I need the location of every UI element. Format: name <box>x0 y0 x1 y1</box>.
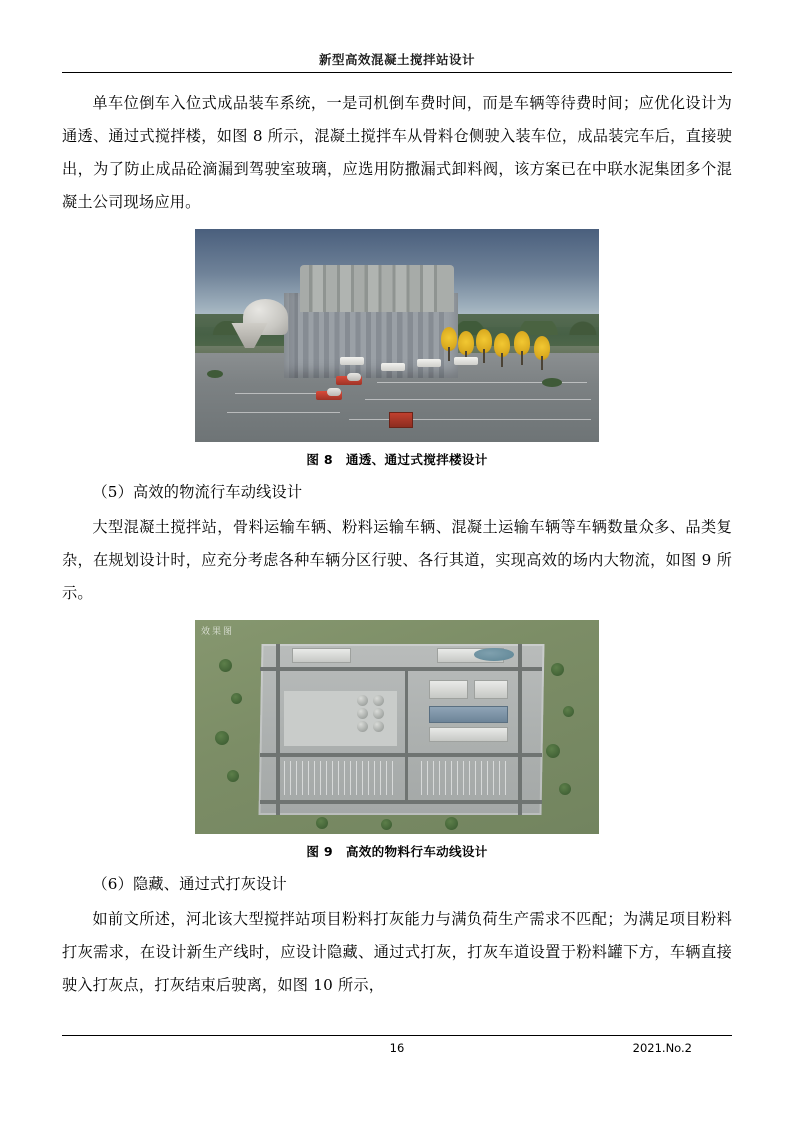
plant-building <box>429 680 467 699</box>
office-building <box>429 706 508 723</box>
truck-parking-stripes <box>284 761 397 795</box>
white-truck <box>417 359 441 367</box>
autumn-tree <box>534 336 550 370</box>
lot-marking <box>227 412 340 413</box>
cement-silo <box>357 721 368 732</box>
autumn-tree <box>514 331 530 365</box>
autumn-tree <box>441 327 457 361</box>
internal-road <box>276 644 280 815</box>
tree <box>551 663 564 676</box>
tree <box>316 817 328 829</box>
plant-building <box>429 727 508 742</box>
cement-silo <box>373 708 384 719</box>
paragraph-2-heading: （5）高效的物流行车动线设计 <box>92 483 303 501</box>
batching-plant-rendering <box>195 229 599 442</box>
image-watermark: 效果图 <box>201 627 235 637</box>
site-sign <box>389 412 413 428</box>
internal-road <box>260 753 543 757</box>
white-truck <box>340 357 364 365</box>
figure-9 <box>62 620 732 860</box>
white-truck <box>454 357 478 365</box>
concrete-mixer-truck <box>316 391 342 400</box>
plant-building <box>474 680 508 699</box>
cement-silo <box>373 695 384 706</box>
tree <box>563 706 574 717</box>
cement-silo <box>373 721 384 732</box>
tree <box>381 819 392 830</box>
autumn-tree <box>476 329 492 363</box>
running-header: 新型高效混凝土搅拌站设计 <box>318 52 475 67</box>
paragraph-4-heading: （6）隐藏、通过式打灰设计 <box>92 875 287 893</box>
issue-label: 2021.No.2 <box>632 1041 692 1055</box>
paragraph-3: 大型混凝土搅拌站，骨料运输车辆、粉料运输车辆、混凝土运输车辆等车辆数量众多、品类复杂，在规划设计时，应充分考虑各种车辆分区行驶、各行其道，实现高效的场内大物流，如图 9 所示。 <box>62 518 732 602</box>
tree <box>219 659 232 672</box>
figure-8 <box>62 229 732 468</box>
page-number: 16 <box>389 1041 405 1055</box>
cement-silo <box>357 695 368 706</box>
page-content <box>62 50 732 1004</box>
header-divider <box>62 72 732 73</box>
tree <box>559 783 571 795</box>
lot-marking <box>365 399 591 400</box>
shrub <box>207 370 223 378</box>
footer-row <box>62 1041 732 1061</box>
water-pond <box>474 648 514 661</box>
concrete-mixer-truck <box>336 376 362 385</box>
internal-road <box>518 644 522 815</box>
internal-road <box>260 667 543 671</box>
figure-9-caption: 图 9 高效的物料行车动线设计 <box>306 844 488 859</box>
internal-road <box>405 667 408 800</box>
footer-divider <box>62 1035 732 1036</box>
page-footer <box>62 1035 732 1061</box>
gatehouse-building <box>292 648 351 663</box>
site-masterplan-aerial <box>195 620 599 834</box>
paragraph-5: 如前文所述，河北该大型搅拌站项目粉料打灰能力与满负荷生产需求不匹配；为满足项目粉料打灰需求，在设计新生产线时，应设计隐藏、通过式打灰，打灰车道设置于粉料罐下方，车辆直接驶入打灰点，打灰结束后驶离，如图 10 所示， <box>62 910 732 994</box>
paragraph-1: 单车位倒车入位式成品装车系统，一是司机倒车费时间，而是车辆等待费时间；应优化设计为通透、通过式搅拌楼，如图 8 所示，混凝土搅拌车从骨料仓侧驶入装车位，成品装完车后，直接驶出，为了防止成品砼滴漏到驾驶室玻璃，应选用防撒漏式卸料阀，该方案已在中联水泥集团多个混凝土公司现场应用。 <box>62 94 732 211</box>
figure-8-caption: 图 8 通透、通过式搅拌楼设计 <box>306 452 488 467</box>
aggregate-silo-row <box>300 265 454 312</box>
white-truck <box>381 363 405 371</box>
internal-road <box>260 800 543 804</box>
lot-marking <box>349 419 591 420</box>
truck-parking-stripes <box>421 761 510 795</box>
cement-silo <box>357 708 368 719</box>
autumn-tree <box>494 333 510 367</box>
